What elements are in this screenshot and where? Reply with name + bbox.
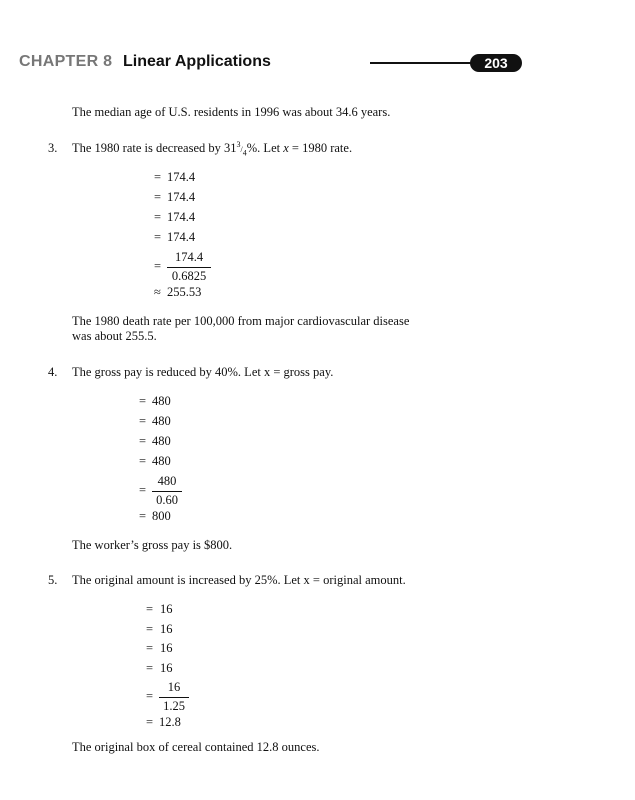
- fraction-bar: [167, 267, 211, 268]
- mixed-fraction-numerator: 3: [236, 139, 241, 149]
- problem-5-conclusion: The original box of cereal contained 12.8 ounces.: [72, 740, 320, 754]
- fraction-bar: [152, 491, 182, 492]
- problem-3-statement: The 1980 rate is decreased by $31^3/_4\%$. Let x = 1980 rate.: [72, 139, 353, 158]
- chapter-title: Linear Applications: [123, 53, 271, 70]
- mixed-fraction-denominator: 4: [242, 148, 247, 158]
- problem-5-statement: The original amount is increased by 25%. Let x = original amount.: [72, 573, 406, 587]
- problem-4-conclusion: The worker’s gross pay is $800.: [72, 538, 233, 552]
- fraction-numerator: 16: [167, 680, 181, 694]
- intro-sentence: The median age of U.S. residents in 1996 was about 34.6 years.: [72, 105, 391, 119]
- fraction-numerator: 174.4: [174, 250, 204, 264]
- page-header: [19, 50, 619, 78]
- problem-5-number: 5.: [48, 573, 58, 587]
- page-number: 203: [470, 54, 522, 72]
- fraction-bar: [159, 697, 189, 698]
- problem-4-number: 4.: [48, 365, 58, 379]
- fraction-denominator: 1.25: [163, 699, 185, 713]
- chapter-label: CHAPTER 8: [19, 53, 113, 70]
- problem-3-number: 3.: [48, 141, 58, 155]
- fraction-denominator: 0.6825: [171, 269, 207, 283]
- problem-3-conclusion-line-2: was about 255.5.: [72, 329, 157, 343]
- problem-3-conclusion-line-1: The 1980 death rate per 100,000 from major cardiovascular disease: [72, 314, 410, 328]
- fraction-denominator: 0.60: [156, 493, 178, 507]
- problem-4-statement: The gross pay is reduced by 40%. Let x = gross pay.: [72, 365, 334, 379]
- fraction-numerator: 480: [157, 474, 177, 488]
